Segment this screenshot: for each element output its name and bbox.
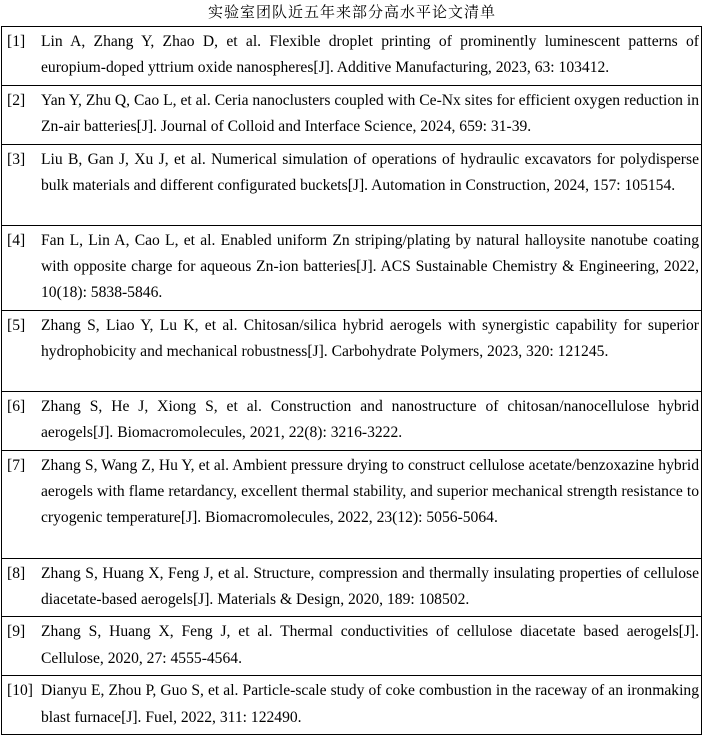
reference-number: [2] bbox=[2, 85, 42, 144]
reference-text: Zhang S, He J, Xiong S, et al. Construction and nanostructure of chitosan/nanocellulose hybrid aerogels[J]. Biomacromolecules, 2021, 22(8): 3216-3222. bbox=[41, 391, 702, 450]
reference-number: [10] bbox=[2, 676, 42, 735]
reference-text: Yan Y, Zhu Q, Cao L, et al. Ceria nanoclusters coupled with Ce-Nx sites for efficient oxygen reduction in Zn-air batteries[J]. Journal of Colloid and Interface Science, 2024, 659: 31-39. bbox=[41, 85, 702, 144]
reference-text: Dianyu E, Zhou P, Guo S, et al. Particle-scale study of coke combustion in the raceway of an ironmaking blast furnace[J]. Fuel, 2022, 311: 122490. bbox=[41, 676, 702, 735]
page-title: 实验室团队近五年来部分高水平论文清单 bbox=[207, 3, 496, 21]
reference-text: Zhang S, Wang Z, Hu Y, et al. Ambient pressure drying to construct cellulose acetate/benzoxazine hybrid aerogels with flame retardancy, excellent thermal stability, and superior mechanical strength resistance to cryogenic temperature[J]. Biomacromolecules, 2022, 23(12): 5056-5064. bbox=[41, 450, 702, 558]
reference-number: [3] bbox=[2, 144, 42, 225]
reference-row bbox=[2, 676, 702, 735]
reference-text: Zhang S, Huang X, Feng J, et al. Thermal conductivities of cellulose diacetate based aerogels[J]. Cellulose, 2020, 27: 4555-4564. bbox=[41, 617, 702, 676]
reference-row bbox=[2, 144, 702, 225]
reference-row bbox=[2, 310, 702, 391]
reference-number: [4] bbox=[2, 225, 42, 310]
reference-row bbox=[2, 391, 702, 450]
reference-row bbox=[2, 85, 702, 144]
reference-table bbox=[1, 26, 702, 735]
reference-number: [5] bbox=[2, 310, 42, 391]
reference-row bbox=[2, 450, 702, 558]
reference-text: Lin A, Zhang Y, Zhao D, et al. Flexible droplet printing of prominently luminescent patterns of europium-doped yttrium oxide nanospheres[J]. Additive Manufacturing, 2023, 63: 103412. bbox=[41, 27, 702, 86]
reference-row bbox=[2, 617, 702, 676]
reference-text: Liu B, Gan J, Xu J, et al. Numerical simulation of operations of hydraulic excavators for polydisperse bulk materials and different configurated buckets[J]. Automation in Construction, 2024, 157: 105154. bbox=[41, 144, 702, 225]
reference-number: [1] bbox=[2, 27, 42, 86]
reference-number: [7] bbox=[2, 450, 42, 558]
reference-text: Zhang S, Liao Y, Lu K, et al. Chitosan/silica hybrid aerogels with synergistic capability for superior hydrophobicity and mechanical robustness[J]. Carbohydrate Polymers, 2023, 320: 121245. bbox=[41, 310, 702, 391]
reference-text: Fan L, Lin A, Cao L, et al. Enabled uniform Zn striping/plating by natural halloysite nanotube coating with opposite charge for aqueous Zn-ion batteries[J]. ACS Sustainable Chemistry & Engineering, 2022, 10(18): 5838-5846. bbox=[41, 225, 702, 310]
reference-row bbox=[2, 558, 702, 617]
reference-row bbox=[2, 27, 702, 86]
reference-number: [8] bbox=[2, 558, 42, 617]
reference-text: Zhang S, Huang X, Feng J, et al. Structure, compression and thermally insulating properties of cellulose diacetate-based aerogels[J]. Materials & Design, 2020, 189: 108502. bbox=[41, 558, 702, 617]
reference-number: [6] bbox=[2, 391, 42, 450]
reference-row bbox=[2, 225, 702, 310]
reference-number: [9] bbox=[2, 617, 42, 676]
